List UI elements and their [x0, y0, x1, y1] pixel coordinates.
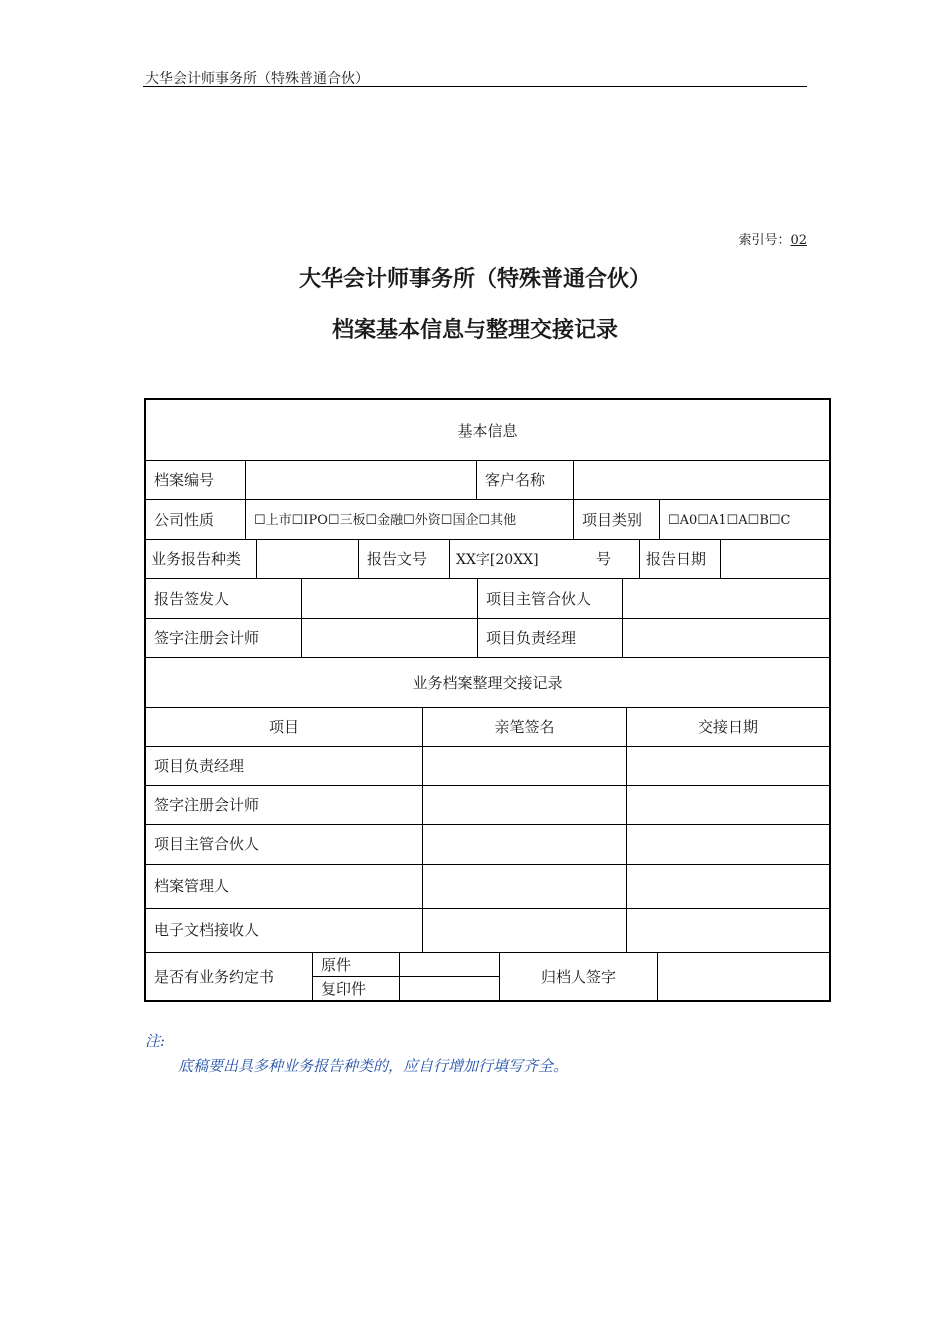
- original-field[interactable]: [400, 953, 498, 975]
- signature-field-archivist[interactable]: [423, 865, 625, 907]
- signing-cpa-label: 签字注册会计师: [154, 629, 260, 647]
- signature-field-signing-cpa[interactable]: [423, 786, 625, 823]
- signature-field-partner[interactable]: [423, 825, 625, 863]
- date-field-signing-cpa[interactable]: [627, 786, 828, 823]
- handover-row-archivist: 档案管理人: [154, 877, 230, 895]
- project-manager-field[interactable]: [623, 619, 828, 657]
- copy-field[interactable]: [400, 977, 498, 999]
- company-nature-checkboxes[interactable]: ☐上市☐IPO☐三板☐金融☐外资☐国企☐其他: [254, 513, 517, 528]
- archive-no-label: 档案编号: [154, 471, 215, 489]
- handover-row-signing-cpa: 签字注册会计师: [154, 796, 260, 814]
- handover-row-project-manager: 项目负责经理: [154, 757, 245, 775]
- report-date-field[interactable]: [721, 540, 828, 578]
- handover-col-signature: 亲笔签名: [494, 718, 555, 736]
- archivist-sign-label: 归档人签字: [540, 968, 616, 986]
- date-field-partner[interactable]: [627, 825, 828, 863]
- project-type-label: 项目类别: [582, 511, 643, 529]
- client-name-label: 客户名称: [485, 471, 546, 489]
- partner-in-charge-label: 项目主管合伙人: [486, 590, 592, 608]
- archive-no-field[interactable]: [246, 461, 475, 499]
- index-value: 02: [790, 233, 807, 248]
- basic-info-heading: 基本信息: [457, 422, 518, 440]
- project-manager-label: 项目负责经理: [486, 629, 577, 647]
- date-field-e-doc-receiver[interactable]: [627, 909, 828, 951]
- archivist-sign-field[interactable]: [658, 953, 828, 999]
- handover-row-e-doc-receiver: 电子文档接收人: [154, 921, 260, 939]
- record-form-table: [144, 398, 831, 1002]
- partner-in-charge-field[interactable]: [623, 579, 828, 617]
- report-type-field[interactable]: [257, 540, 357, 578]
- date-field-project-manager[interactable]: [627, 747, 828, 784]
- header-rule: [143, 86, 807, 87]
- report-doc-no-suffix: 号: [596, 550, 612, 568]
- handover-heading: 业务档案整理交接记录: [412, 674, 563, 692]
- handover-row-partner: 项目主管合伙人: [154, 835, 260, 853]
- report-type-label: 业务报告种类: [151, 550, 242, 568]
- document-title-record: 档案基本信息与整理交接记录: [331, 317, 618, 343]
- index-label: 索引号：: [738, 233, 791, 248]
- document-title-firm: 大华会计师事务所（特殊普通合伙）: [298, 266, 651, 292]
- copy-label: 复印件: [321, 980, 367, 998]
- note-text: 底稿要出具多种业务报告种类的，应自行增加行填写齐全。: [178, 1057, 569, 1075]
- client-name-field[interactable]: [574, 461, 828, 499]
- report-date-label: 报告日期: [646, 550, 707, 568]
- date-field-archivist[interactable]: [627, 865, 828, 907]
- report-doc-no-label: 报告文号: [367, 550, 428, 568]
- signature-field-e-doc-receiver[interactable]: [423, 909, 625, 951]
- company-nature-label: 公司性质: [154, 511, 215, 529]
- report-issuer-field[interactable]: [302, 579, 476, 617]
- signature-field-project-manager[interactable]: [423, 747, 625, 784]
- signing-cpa-field[interactable]: [302, 619, 476, 657]
- report-doc-no-value[interactable]: XX字[20XX]: [456, 552, 539, 568]
- original-label: 原件: [321, 956, 352, 974]
- header-firm-name: 大华会计师事务所（特殊普通合伙）: [145, 71, 369, 87]
- engagement-letter-label: 是否有业务约定书: [154, 968, 275, 986]
- note-label: 注:: [145, 1032, 166, 1050]
- project-type-checkboxes[interactable]: ☐A0☐A1☐A☐B☐C: [668, 513, 791, 528]
- index-number: [738, 229, 807, 248]
- handover-col-date: 交接日期: [697, 718, 758, 736]
- handover-col-item: 项目: [268, 718, 299, 736]
- report-issuer-label: 报告签发人: [154, 590, 230, 608]
